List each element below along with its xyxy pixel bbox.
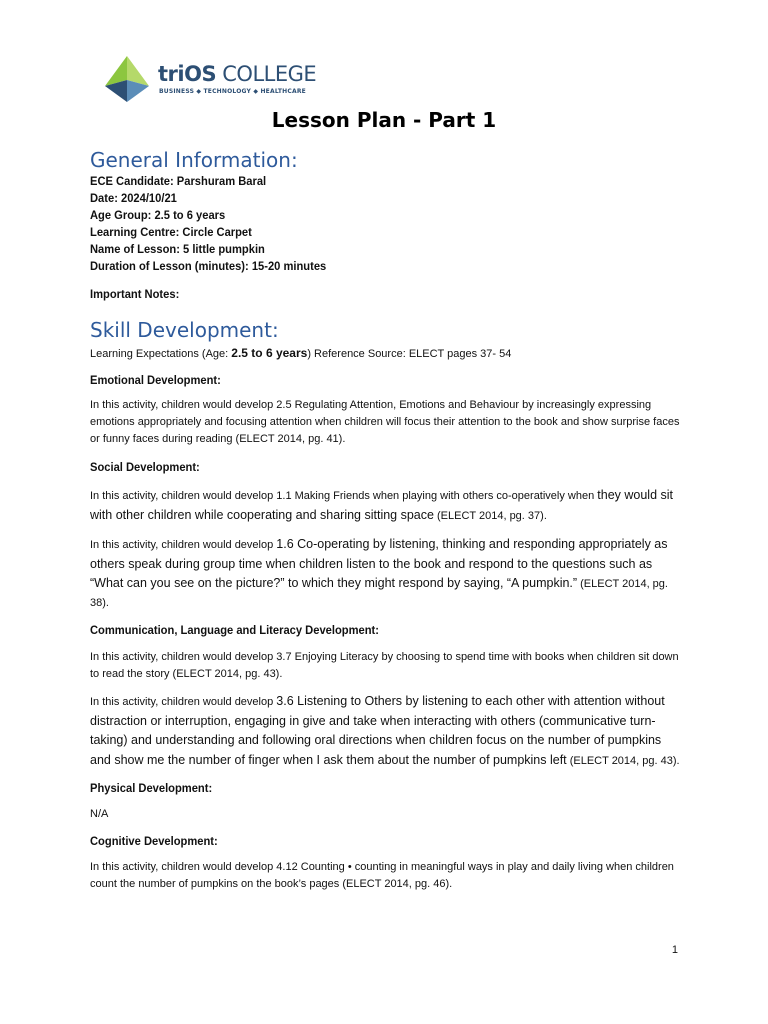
communication-development-text-1: In this activity, children would develop 3.7 Enjoying Literacy by choosing to spend time with books when children sit down to read the story (ELECT 2014, pg. 43). bbox=[90, 651, 679, 680]
cognitive-development-label: Cognitive Development: bbox=[90, 834, 218, 848]
info-lesson-name: Name of Lesson: 5 little pumpkin bbox=[90, 242, 265, 256]
social-development-text-2: In this activity, children would develop 1.6 Co-operating by listening, thinking and responding appropriately as others speak during group time when children listen to the book and respond to the questions such as “What can you see on the picture?” to which they might respond by saying, “A pumpkin.” (ELECT 2014, pg. 38). bbox=[90, 537, 668, 609]
college-logo bbox=[100, 56, 317, 102]
info-candidate: ECE Candidate: Parshuram Baral bbox=[90, 174, 267, 188]
page-number: 1 bbox=[671, 944, 678, 956]
general-information-section bbox=[90, 148, 680, 303]
logo-tagline: BUSINESS ◆ TECHNOLOGY ◆ HEALTHCARE bbox=[159, 88, 306, 95]
communication-development-text-2: In this activity, children would develop 3.6 Listening to Others by listening to each other with attention without distraction or interruption, engaging in give and take when interacting with others (communicative turn-taking) and understanding and following oral directions when children focus on the number of pumpkins and show me the number of finger when I ask them about the number of pumpkins left (ELECT 2014, pg. 43). bbox=[90, 694, 680, 767]
emotional-development-label: Emotional Development: bbox=[90, 373, 221, 387]
info-duration: Duration of Lesson (minutes): 15-20 minutes bbox=[90, 259, 327, 273]
communication-development-label: Communication, Language and Literacy Development: bbox=[90, 623, 379, 637]
logo-wordmark: triOS COLLEGE bbox=[158, 62, 317, 86]
skill-development-section bbox=[90, 318, 680, 893]
social-development-text-1: In this activity, children would develop 1.1 Making Friends when playing with others co-operatively when they would sit with other children while cooperating and sharing sitting space (ELECT 2014, pg. 37). bbox=[90, 488, 674, 522]
general-information-heading: General Information: bbox=[90, 148, 298, 172]
info-age-group: Age Group: 2.5 to 6 years bbox=[90, 208, 226, 222]
learning-expectations: Learning Expectations (Age: 2.5 to 6 years) Reference Source: ELECT pages 37- 54 bbox=[90, 346, 512, 360]
social-development-label: Social Development: bbox=[90, 460, 200, 474]
physical-development-text: N/A bbox=[90, 808, 109, 820]
cognitive-development-text: In this activity, children would develop 4.12 Counting • counting in meaningful ways in play and daily living when children count the number of pumpkins on the book’s pages (ELECT 2014, pg. 46). bbox=[90, 861, 674, 890]
info-date: Date: 2024/10/21 bbox=[90, 191, 177, 205]
important-notes-label: Important Notes: bbox=[90, 287, 180, 301]
pyramid-logo-icon bbox=[100, 56, 154, 102]
info-learning-centre: Learning Centre: Circle Carpet bbox=[90, 225, 252, 239]
physical-development-label: Physical Development: bbox=[90, 781, 213, 795]
emotional-development-text: In this activity, children would develop 2.5 Regulating Attention, Emotions and Behaviour by increasingly expressing emotions appropriately and focusing attention when children will focus their attention to the book and show surprise faces or funny faces during reading (ELECT 2014, pg. 41). bbox=[90, 399, 680, 445]
skill-development-heading: Skill Development: bbox=[90, 318, 279, 342]
page-title: Lesson Plan - Part 1 bbox=[271, 108, 497, 132]
